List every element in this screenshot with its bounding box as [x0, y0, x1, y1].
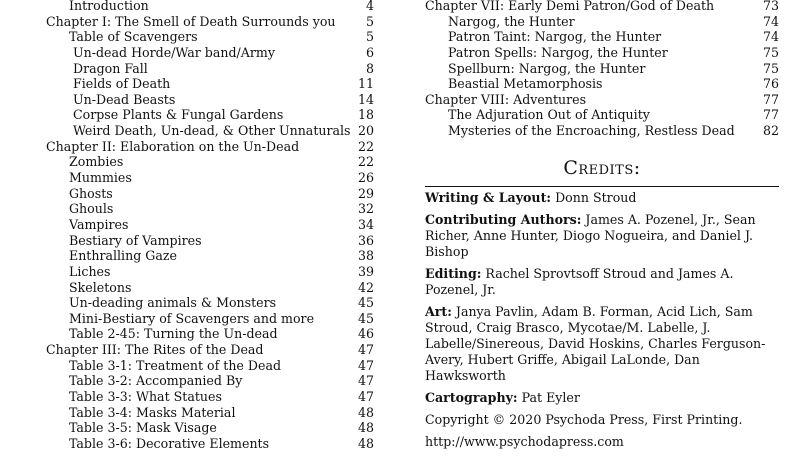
toc-entry-page: 34 [357, 216, 374, 232]
toc-entry-page: 22 [357, 138, 374, 154]
toc-entry-page: 36 [357, 232, 374, 248]
toc-entry [425, 14, 779, 30]
toc-entry-title: Chapter II: Elaboration on the Un-Dead [46, 138, 300, 154]
toc-entry-title: Chapter III: The Rites of the Dead [46, 342, 264, 358]
toc-entry [425, 76, 779, 92]
toc-entry-title: The Adjuration Out of Antiquity [448, 107, 650, 123]
toc-entry-title: Table of Scavengers [69, 29, 198, 45]
toc-entry-title: Weird Death, Un-dead, & Other Unnaturals [73, 123, 351, 139]
toc-entry-title: Bestiary of Vampires [69, 232, 202, 248]
toc-entry [46, 186, 374, 202]
toc-entry-page: 20 [357, 123, 374, 139]
toc-right-list [425, 0, 779, 139]
toc-entry-title: Mini-Bestiary of Scavengers and more [69, 310, 315, 326]
toc-entry-title: Ghosts [69, 185, 113, 201]
toc-entry-title: Chapter VII: Early Demi Patron/God of Death [425, 0, 715, 13]
toc-entry-page: 48 [357, 404, 374, 420]
toc-entry [46, 373, 374, 389]
toc-entry-title: Chapter VIII: Adventures [425, 91, 587, 107]
credits-block [425, 190, 779, 456]
toc-entry-title: Table 2-45: Turning the Un-dead [69, 326, 278, 342]
credit-writing [425, 190, 779, 206]
toc-entry-title: Liches [69, 263, 111, 279]
toc-entry-title: Un-dead Horde/War band/Army [73, 44, 275, 60]
toc-entry-title: Table 3-3: What Statues [69, 389, 222, 405]
toc-entry [425, 45, 779, 61]
credit-editing [425, 266, 779, 298]
toc-entry [46, 295, 374, 311]
credit-editing-value: Rachel Sprovtsoff Stroud and James A. Pozenel, Jr. [425, 266, 734, 297]
toc-entry-page: 74 [762, 29, 779, 45]
credits-title: Credits: [563, 157, 641, 179]
toc-entry-title: Patron Spells: Nargog, the Hunter [448, 44, 668, 60]
credit-contrib-label: Contributing Authors: [425, 212, 582, 227]
publisher-url: http://www.psychodapress.com [425, 434, 624, 449]
toc-entry-title: Beastial Metamorphosis [448, 76, 603, 92]
toc-entry [46, 76, 374, 92]
toc-entry [46, 0, 374, 14]
toc-entry-page: 14 [357, 91, 374, 107]
credit-carto-value: Pat Eyler [521, 390, 580, 405]
toc-entry-page: 39 [357, 263, 374, 279]
toc-entry-page: 47 [357, 389, 374, 405]
credit-contrib [425, 212, 779, 260]
toc-entry-page: 74 [762, 13, 779, 29]
toc-entry-page: 8 [365, 60, 374, 76]
toc-entry-page: 76 [762, 76, 779, 92]
toc-entry [425, 92, 779, 108]
credit-carto-label: Cartography: [425, 390, 518, 405]
toc-entry [46, 217, 374, 233]
toc-entry-title: Chapter I: The Smell of Death Surrounds you [46, 13, 336, 29]
toc-entry-title: Zombies [69, 154, 124, 170]
toc-entry [46, 436, 374, 452]
toc-entry-title: Un-Dead Beasts [73, 91, 176, 107]
credit-art-label: Art: [425, 304, 452, 319]
toc-entry-title: Vampires [69, 216, 129, 232]
toc-entry-page: 11 [357, 76, 374, 92]
credit-writing-value: Donn Stroud [555, 190, 637, 205]
toc-entry-page: 4 [365, 0, 374, 13]
toc-entry [425, 0, 779, 14]
credit-carto [425, 390, 779, 406]
toc-entry-title: Dragon Fall [73, 60, 148, 76]
toc-entry-title: Introduction [69, 0, 149, 13]
toc-entry-title: Enthralling Gaze [69, 248, 177, 264]
toc-entry-title: Un-deading animals & Monsters [69, 295, 277, 311]
toc-entry [46, 201, 374, 217]
toc-entry-title: Patron Taint: Nargog, the Hunter [448, 29, 662, 45]
toc-entry-page: 18 [357, 107, 374, 123]
toc-entry [46, 170, 374, 186]
credit-art-value: Janya Pavlin, Adam B. Forman, Acid Lich, Sam Stroud, Craig Brasco, Mycotae/M. Labelle, J. Labelle/Sinereous, David Hoskins, Charles Ferguson-Avery, Hubert Griffe, Abigail LaLonde, Dan Hawksworth [425, 304, 766, 383]
toc-entry [46, 233, 374, 249]
toc-entry [46, 107, 374, 123]
toc-entry-page: 22 [357, 154, 374, 170]
toc-entry [425, 123, 779, 139]
toc-entry [46, 326, 374, 342]
toc-entry-title: Table 3-5: Mask Visage [69, 420, 217, 436]
credits-divider [425, 186, 779, 187]
toc-entry-page: 47 [357, 357, 374, 373]
toc-entry-page: 5 [365, 13, 374, 29]
toc-entry-page: 47 [357, 373, 374, 389]
toc-entry-page: 6 [365, 44, 374, 60]
toc-right-column [425, 0, 779, 449]
toc-entry-page: 32 [357, 201, 374, 217]
credit-art [425, 304, 779, 384]
toc-left-column [46, 0, 374, 452]
toc-entry [46, 123, 374, 139]
copyright-line: Copyright © 2020 Psychoda Press, First Printing. [425, 412, 743, 427]
toc-entry [46, 264, 374, 280]
toc-entry [46, 311, 374, 327]
toc-entry [46, 14, 374, 30]
toc-entry-page: 82 [762, 123, 779, 139]
toc-entry-page: 26 [357, 170, 374, 186]
toc-entry [46, 248, 374, 264]
toc-entry-title: Nargog, the Hunter [448, 13, 575, 29]
toc-entry-page: 42 [357, 279, 374, 295]
toc-entry-page: 77 [762, 91, 779, 107]
toc-entry-title: Corpse Plants & Fungal Gardens [73, 107, 284, 123]
toc-entry [46, 154, 374, 170]
credit-writing-label: Writing & Layout: [425, 190, 552, 205]
toc-entry [46, 61, 374, 77]
toc-entry-title: Mummies [69, 170, 132, 186]
toc-entry [46, 358, 374, 374]
toc-entry [46, 420, 374, 436]
toc-entry-page: 47 [357, 342, 374, 358]
toc-entry [46, 280, 374, 296]
toc-entry-page: 5 [365, 29, 374, 45]
toc-entry [46, 389, 374, 405]
credit-editing-label: Editing: [425, 266, 482, 281]
toc-entry-page: 75 [762, 60, 779, 76]
toc-entry [425, 61, 779, 77]
toc-entry-page: 29 [357, 185, 374, 201]
toc-entry [425, 29, 779, 45]
toc-entry [46, 342, 374, 358]
toc-entry-title: Spellburn: Nargog, the Hunter [448, 60, 646, 76]
toc-entry-page: 75 [762, 44, 779, 60]
toc-entry-title: Mysteries of the Encroaching, Restless Dead [448, 123, 735, 139]
toc-entry-page: 45 [357, 310, 374, 326]
toc-entry [46, 92, 374, 108]
toc-entry-title: Fields of Death [73, 76, 171, 92]
toc-entry-page: 46 [357, 326, 374, 342]
toc-entry [425, 107, 779, 123]
toc-entry [46, 139, 374, 155]
toc-entry-page: 48 [357, 435, 374, 451]
credit-contrib-value: James A. Pozenel, Jr., Sean Richer, Anne Hunter, Diogo Nogueira, and Daniel J. Bishop [425, 212, 756, 259]
toc-entry-page: 45 [357, 295, 374, 311]
toc-entry-page: 77 [762, 107, 779, 123]
toc-entry-title: Skeletons [69, 279, 132, 295]
toc-entry [46, 405, 374, 421]
toc-entry-title: Ghouls [69, 201, 114, 217]
toc-entry-title: Table 3-2: Accompanied By [69, 373, 243, 389]
toc-entry-title: Table 3-1: Treatment of the Dead [69, 357, 282, 373]
toc-entry-page: 38 [357, 248, 374, 264]
toc-entry-page: 73 [762, 0, 779, 13]
toc-entry [46, 29, 374, 45]
toc-entry-title: Table 3-6: Decorative Elements [69, 435, 270, 451]
toc-entry [46, 45, 374, 61]
toc-entry-title: Table 3-4: Masks Material [69, 404, 236, 420]
toc-entry-page: 48 [357, 420, 374, 436]
